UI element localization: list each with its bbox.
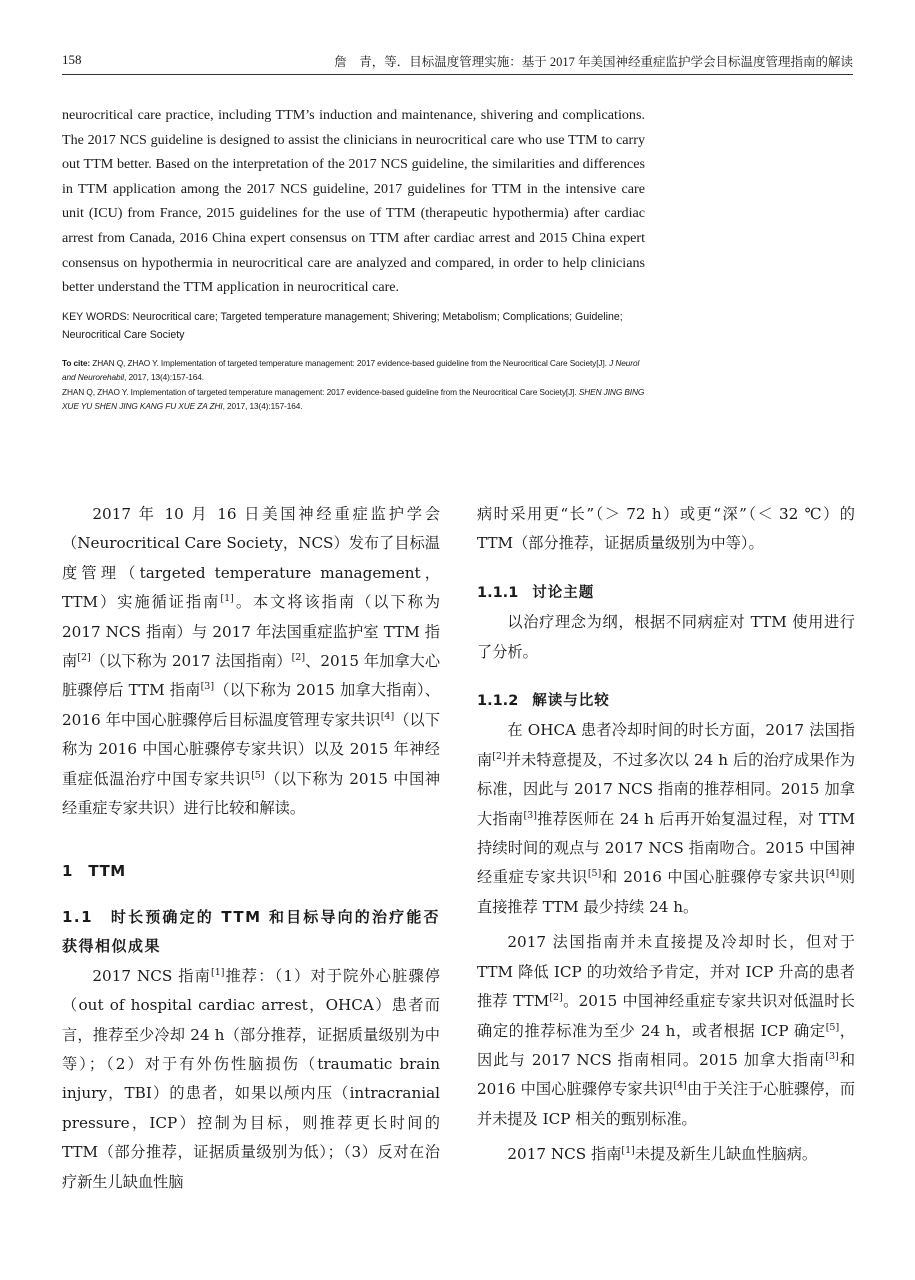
ref-link[interactable]: [3]	[523, 809, 537, 821]
ref-link[interactable]: [2]	[77, 652, 91, 664]
ref-link[interactable]: [5]	[251, 769, 265, 781]
continued-paragraph: 病时采用更“长”（＞ 72 h）或更“深”（＜ 32 ℃）的 TTM（部分推荐，证据质量级别为中等）。	[477, 505, 855, 553]
section-1-1-2-heading: 1.1.2 解读与比较	[477, 693, 610, 710]
section-1-1-heading: 1.1 时长预确定的 TTM 和目标导向的治疗能否获得相似成果	[62, 907, 440, 956]
cite-2-volume: , 2017, 13(4):157-164.	[222, 401, 303, 412]
ref-link[interactable]: [2]	[492, 750, 506, 762]
cite-2-journal: SHEN JING BING XUE YU SHEN JING KANG FU XUE ZA ZHI	[62, 386, 645, 412]
ref-link[interactable]: [2]	[291, 652, 306, 664]
left-column	[62, 500, 440, 1197]
recommendation-paragraph: 2017 NCS 指南[1]推荐：（1）对于院外心脏骤停（out of hospital cardiac arrest，OHCA）患者而言，推荐至少冷却 24 h（部分推荐，证据质量级别为中等）；（2）对于有外伤性脑损伤（traumatic brain injury，TBI）的患者，如果以颅内压（intracranial pressure，ICP）控制为目标，则推荐更长时间的 TTM（部分推荐，证据质量级别为低）；（3）反对在治疗新生儿缺血性脑	[62, 966, 440, 1191]
intro-paragraph: 2017 年 10 月 16 日美国神经重症监护学会（Neurocritical Care Society，NCS）发布了目标温度管理（targeted temperature management，TTM）实施循证指南[1]。本文将该指南（以下称为 2017 NCS 指南）与 2017 年法国重症监护室 TTM 指南[2]（以下称为 2017 法国指南）[2]、2015 年加拿大心脏骤停后 TTM 指南[3]（以下称为 2015 加拿大指南）、2016 年中国心脏骤停后目标温度管理专家共识[4]（以下称为 2016 中国心脏骤停专家共识）以及 2015 年神经重症低温治疗中国专家共识[5]（以下称为 2015 中国神经重症专家共识）进行比较和解读。	[62, 505, 441, 818]
ref-link[interactable]: [2]	[549, 992, 563, 1004]
abstract-text: neurocritical care practice, including TTM’s induction and maintenance, shivering and complications. The 2017 NCS guideline is designed to assist the clinicians in neurocritical care who use TTM to carry out TTM better. Based on the interpretation of the 2017 NCS guideline, the similarities and differences in TTM application among the 2017 NCS guideline, 2017 guidelines for TTM in the intensive care unit (ICU) from France, 2015 guidelines for the use of TTM (therapeutic hypothermia) after cardiac arrest from Canada, 2016 China expert consensus on TTM after cardiac arrest and 2015 China expert consensus on hypothermia in neurocritical care are analyzed and compared, in order to help clinicians better understand the TTM application in neurocritical care.	[62, 107, 645, 296]
citation-block	[62, 356, 645, 414]
ref-link[interactable]: [4]	[380, 710, 395, 722]
ref-link[interactable]: [1]	[220, 593, 234, 605]
page-number: 158	[62, 52, 82, 67]
comparison-paragraph-2: 2017 法国指南并未直接提及冷却时长，但对于 TTM 降低 ICP 的功效给予肯定，并对 ICP 升高的患者推荐 TTM[2]。2015 中国神经重症专家共识对低温时长确定的推荐标准为至少 24 h，或者根据 ICP 确定[5]，因此与 2017 NCS 指南相同。2015 加拿大指南[3]和 2016 中国心脏骤停专家共识[4]由于关注于心脏骤停，而并未提及 ICP 相关的甄别标准。	[477, 933, 856, 1128]
cite-1-text: ZHAN Q, ZHAO Y. Implementation of targeted temperature management: 2017 evidence-based guideline from the Neurocritical Care Society[J].	[90, 357, 610, 368]
keywords: KEY WORDS: Neurocritical care; Targeted temperature management; Shivering; Metabolism; Complications; Guideline; Neurocritical Care Society	[62, 310, 623, 341]
ref-link[interactable]: [1]	[621, 1145, 635, 1157]
section-1-1-1-heading: 1.1.1 讨论主题	[477, 584, 595, 601]
english-abstract	[62, 103, 645, 414]
right-column	[477, 500, 855, 1170]
comparison-paragraph-1: 在 OHCA 患者冷却时间的时长方面，2017 法国指南[2]并未特意提及，不过多次以 24 h 后的治疗成果作为标准，因此与 2017 NCS 指南的推荐相同。2015 加拿大指南[3]推荐医师在 24 h 后再开始复温过程，对 TTM 持续时间的观点与 2017 NCS 指南吻合。2015 中国神经重症专家共识[5]和 2016 中国心脏骤停专家共识[4]则直接推荐 TTM 最少持续 24 h。	[477, 721, 856, 916]
discussion-paragraph: 以治疗理念为纲，根据不同病症对 TTM 使用进行了分析。	[477, 613, 855, 661]
comparison-paragraph-3: 2017 NCS 指南[1]未提及新生儿缺血性脑病。	[507, 1145, 818, 1164]
ref-link[interactable]: [5]	[825, 1021, 840, 1033]
ref-link[interactable]: [5]	[587, 868, 602, 880]
running-title: 詹 青，等．目标温度管理实施：基于 2017 年美国神经重症监护学会目标温度管理指南的解读	[334, 55, 853, 69]
ref-link[interactable]: [3]	[200, 681, 215, 693]
page-header	[62, 50, 853, 75]
ref-link[interactable]: [3]	[825, 1050, 839, 1062]
cite-label: To cite:	[62, 357, 91, 368]
ref-link[interactable]: [4]	[825, 868, 840, 880]
section-1-heading: 1 TTM	[62, 862, 126, 881]
ref-link[interactable]: [1]	[210, 966, 225, 978]
ref-link[interactable]: [4]	[673, 1080, 687, 1092]
cite-2-text: ZHAN Q, ZHAO Y. Implementation of targeted temperature management: 2017 evidence-based guideline from the Neurocritical Care Society[J].	[62, 386, 579, 397]
cite-1-volume: , 2017, 13(4):157-164.	[124, 372, 204, 383]
cite-1-journal: J Neurol and Neurorehabil	[62, 357, 640, 383]
